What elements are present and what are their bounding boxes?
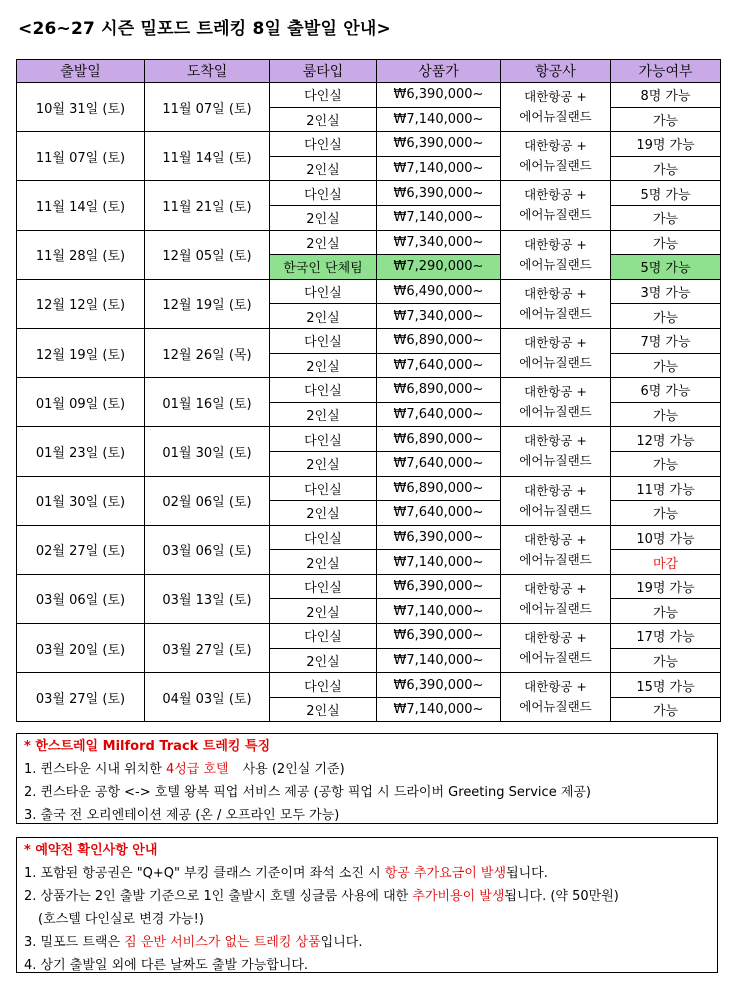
- room-type-cell: 2인실: [270, 353, 377, 378]
- availability-cell: 10명 가능: [611, 525, 721, 550]
- line-text: (호스텔 다인실로 변경 가능!): [38, 912, 204, 927]
- header-availability: 가능여부: [611, 60, 721, 83]
- airline-line: 대한항공 +: [524, 482, 587, 498]
- airline-cell: [501, 279, 611, 328]
- arrival-date-cell: 03월 13일 (토): [145, 574, 270, 623]
- emphasis-text: 추가비용이 발생: [412, 889, 505, 904]
- availability-cell: 3명 가능: [611, 279, 721, 304]
- availability-cell: 가능: [611, 402, 721, 427]
- line-text: 2. 상품가는 2인 출발 기준으로 1인 출발시 호텔 싱글룸 사용에 대한: [24, 889, 413, 904]
- price-cell: ₩6,890,000~: [377, 328, 501, 353]
- availability-cell: 가능: [611, 697, 721, 722]
- line-text: 입니다.: [320, 935, 363, 950]
- airline-line: 대한항공 +: [524, 679, 587, 695]
- airline-cell: [501, 525, 611, 574]
- availability-cell: 마감: [611, 550, 721, 575]
- arrival-date-cell: 02월 06일 (토): [145, 476, 270, 525]
- airline-cell: [501, 230, 611, 279]
- airline-line: 대한항공 +: [524, 187, 587, 203]
- features-heading: * 한스트레일 Milford Track 트레킹 특징: [24, 739, 271, 754]
- airline-cell: [501, 476, 611, 525]
- airline-cell: [501, 427, 611, 476]
- table-row: [17, 328, 721, 353]
- arrival-date-cell: 03월 27일 (토): [145, 624, 270, 673]
- table-row: [17, 132, 721, 157]
- availability-cell: 가능: [611, 648, 721, 673]
- room-type-cell: 2인실: [270, 599, 377, 624]
- line-text: 1. 퀸스타운 시내 위치한: [24, 762, 166, 777]
- price-cell: ₩6,390,000~: [377, 83, 501, 108]
- airline-line: 대한항공 +: [524, 285, 587, 301]
- availability-cell: 17명 가능: [611, 624, 721, 649]
- room-type-cell: 2인실: [270, 304, 377, 329]
- price-cell: ₩7,640,000~: [377, 402, 501, 427]
- notices-line: [24, 862, 717, 885]
- header-departure: 출발일: [17, 60, 145, 83]
- arrival-date-cell: 12월 26일 (목): [145, 328, 270, 377]
- price-cell: ₩6,890,000~: [377, 378, 501, 403]
- availability-cell: 가능: [611, 599, 721, 624]
- room-type-cell: 다인실: [270, 525, 377, 550]
- arrival-date-cell: 04월 03일 (토): [145, 673, 270, 722]
- price-cell: ₩6,890,000~: [377, 476, 501, 501]
- price-cell: ₩7,140,000~: [377, 107, 501, 132]
- availability-cell: 8명 가능: [611, 83, 721, 108]
- room-type-cell: 다인실: [270, 328, 377, 353]
- departure-date-cell: 01월 30일 (토): [17, 476, 145, 525]
- availability-cell: 가능: [611, 501, 721, 526]
- price-cell: ₩7,640,000~: [377, 501, 501, 526]
- availability-cell: 5명 가능: [611, 255, 721, 280]
- airline-line: 에어뉴질랜드: [519, 109, 592, 125]
- departure-date-cell: 01월 23일 (토): [17, 427, 145, 476]
- room-type-cell: 2인실: [270, 451, 377, 476]
- price-cell: ₩7,340,000~: [377, 230, 501, 255]
- line-text: 사용 (2인실 기준): [242, 762, 345, 777]
- price-cell: ₩6,390,000~: [377, 132, 501, 157]
- availability-cell: 가능: [611, 304, 721, 329]
- table-row: [17, 427, 721, 452]
- table-row: [17, 279, 721, 304]
- room-type-cell: 2인실: [270, 648, 377, 673]
- price-cell: ₩7,140,000~: [377, 599, 501, 624]
- departure-schedule-table: [16, 59, 721, 722]
- table-row: [17, 525, 721, 550]
- line-text: 2. 퀸스타운 공항 <-> 호텔 왕복 픽업 서비스 제공 (공항 픽업 시 드라이버 Greeting Service 제공): [24, 785, 592, 800]
- notices-line: [24, 908, 717, 931]
- airline-line: 에어뉴질랜드: [519, 305, 592, 321]
- price-cell: ₩6,390,000~: [377, 673, 501, 698]
- room-type-cell: 다인실: [270, 624, 377, 649]
- availability-cell: 19명 가능: [611, 132, 721, 157]
- notices-heading: * 예약전 확인사항 안내: [24, 843, 158, 858]
- schedule-body: [17, 83, 721, 722]
- line-text: 됩니다. (약 50만원): [504, 889, 619, 904]
- availability-cell: 가능: [611, 230, 721, 255]
- airline-cell: [501, 328, 611, 377]
- room-type-cell: 다인실: [270, 181, 377, 206]
- availability-cell: 6명 가능: [611, 378, 721, 403]
- room-type-cell: 2인실: [270, 107, 377, 132]
- room-type-cell: 다인실: [270, 279, 377, 304]
- price-cell: ₩6,390,000~: [377, 181, 501, 206]
- table-row: [17, 230, 721, 255]
- arrival-date-cell: 11월 21일 (토): [145, 181, 270, 230]
- departure-date-cell: 03월 20일 (토): [17, 624, 145, 673]
- room-type-cell: 다인실: [270, 673, 377, 698]
- notices-box: [16, 837, 718, 973]
- line-text: 4. 상기 출발일 외에 다른 날짜도 출발 가능합니다.: [24, 958, 309, 973]
- arrival-date-cell: 01월 30일 (토): [145, 427, 270, 476]
- departure-date-cell: 11월 28일 (토): [17, 230, 145, 279]
- table-row: [17, 574, 721, 599]
- availability-cell: 15명 가능: [611, 673, 721, 698]
- availability-cell: 5명 가능: [611, 181, 721, 206]
- price-cell: ₩6,390,000~: [377, 525, 501, 550]
- availability-cell: 가능: [611, 107, 721, 132]
- emphasis-text: 항공 추가요금이 발생: [384, 866, 507, 881]
- price-cell: ₩6,390,000~: [377, 574, 501, 599]
- line-text: 됩니다.: [506, 866, 548, 881]
- line-text: 3. 밀포드 트랙은: [24, 935, 125, 950]
- airline-line: 대한항공 +: [524, 384, 587, 400]
- airline-line: 에어뉴질랜드: [519, 355, 592, 371]
- features-line: [24, 758, 717, 781]
- page-title: <26~27 시즌 밀포드 트레킹 8일 출발일 안내>: [18, 19, 391, 39]
- availability-cell: 가능: [611, 156, 721, 181]
- room-type-cell: 다인실: [270, 427, 377, 452]
- airline-line: 에어뉴질랜드: [519, 158, 592, 174]
- airline-line: 대한항공 +: [524, 138, 587, 154]
- table-row: [17, 624, 721, 649]
- header-airline: 항공사: [501, 60, 611, 83]
- table-row: [17, 378, 721, 403]
- room-type-cell: 2인실: [270, 402, 377, 427]
- arrival-date-cell: 11월 14일 (토): [145, 132, 270, 181]
- table-row: [17, 83, 721, 108]
- airline-cell: [501, 624, 611, 673]
- airline-line: 에어뉴질랜드: [519, 650, 592, 666]
- features-line: [24, 804, 717, 827]
- table-header-row: [17, 60, 721, 83]
- notices-line: [24, 885, 717, 908]
- room-type-cell: 2인실: [270, 501, 377, 526]
- notices-line: [24, 954, 717, 977]
- room-type-cell: 한국인 단체팀: [270, 255, 377, 280]
- room-type-cell: 2인실: [270, 550, 377, 575]
- room-type-cell: 2인실: [270, 156, 377, 181]
- price-cell: ₩7,140,000~: [377, 697, 501, 722]
- availability-cell: 11명 가능: [611, 476, 721, 501]
- features-box: [16, 733, 718, 824]
- availability-cell: 가능: [611, 205, 721, 230]
- availability-cell: 19명 가능: [611, 574, 721, 599]
- arrival-date-cell: 01월 16일 (토): [145, 378, 270, 427]
- table-row: [17, 476, 721, 501]
- airline-line: 에어뉴질랜드: [519, 453, 592, 469]
- arrival-date-cell: 12월 05일 (토): [145, 230, 270, 279]
- price-cell: ₩7,640,000~: [377, 451, 501, 476]
- line-text: 1. 포함된 항공권은 "Q+Q" 부킹 클래스 기준이며 좌석 소진 시: [24, 866, 385, 881]
- price-cell: ₩6,890,000~: [377, 427, 501, 452]
- airline-line: 에어뉴질랜드: [519, 404, 592, 420]
- arrival-date-cell: 03월 06일 (토): [145, 525, 270, 574]
- features-line: [24, 781, 717, 804]
- notices-line: [24, 931, 717, 954]
- airline-line: 에어뉴질랜드: [519, 502, 592, 518]
- price-cell: ₩6,390,000~: [377, 624, 501, 649]
- airline-line: 대한항공 +: [524, 89, 587, 105]
- airline-cell: [501, 132, 611, 181]
- departure-date-cell: 11월 07일 (토): [17, 132, 145, 181]
- price-cell: ₩7,340,000~: [377, 304, 501, 329]
- header-arrival: 도착일: [145, 60, 270, 83]
- header-room-type: 룸타입: [270, 60, 377, 83]
- airline-line: 대한항공 +: [524, 630, 587, 646]
- availability-cell: 12명 가능: [611, 427, 721, 452]
- emphasis-text: 짐 운반 서비스가 없는 트레킹 상품: [124, 935, 321, 950]
- airline-cell: [501, 378, 611, 427]
- table-row: [17, 673, 721, 698]
- airline-line: 대한항공 +: [524, 433, 587, 449]
- notices-list: [24, 862, 717, 977]
- availability-cell: 가능: [611, 451, 721, 476]
- line-text: 3. 출국 전 오리엔테이션 제공 (온 / 오프라인 모두 가능): [24, 808, 340, 823]
- room-type-cell: 2인실: [270, 230, 377, 255]
- departure-date-cell: 03월 06일 (토): [17, 574, 145, 623]
- price-cell: ₩7,140,000~: [377, 648, 501, 673]
- price-cell: ₩6,490,000~: [377, 279, 501, 304]
- room-type-cell: 다인실: [270, 83, 377, 108]
- room-type-cell: 2인실: [270, 205, 377, 230]
- room-type-cell: 2인실: [270, 697, 377, 722]
- departure-date-cell: 11월 14일 (토): [17, 181, 145, 230]
- airline-line: 에어뉴질랜드: [519, 207, 592, 223]
- header-price: 상품가: [377, 60, 501, 83]
- departure-date-cell: 10월 31일 (토): [17, 83, 145, 132]
- airline-line: 대한항공 +: [524, 236, 587, 252]
- airline-line: 대한항공 +: [524, 335, 587, 351]
- features-list: [24, 758, 717, 827]
- price-cell: ₩7,140,000~: [377, 156, 501, 181]
- airline-cell: [501, 83, 611, 132]
- price-cell: ₩7,140,000~: [377, 550, 501, 575]
- airline-cell: [501, 181, 611, 230]
- airline-cell: [501, 574, 611, 623]
- room-type-cell: 다인실: [270, 378, 377, 403]
- departure-date-cell: 01월 09일 (토): [17, 378, 145, 427]
- emphasis-text: 4성급 호텔: [165, 762, 229, 777]
- airline-line: 에어뉴질랜드: [519, 699, 592, 715]
- arrival-date-cell: 12월 19일 (토): [145, 279, 270, 328]
- departure-date-cell: 12월 12일 (토): [17, 279, 145, 328]
- airline-line: 에어뉴질랜드: [519, 551, 592, 567]
- price-cell: ₩7,140,000~: [377, 205, 501, 230]
- price-cell: ₩7,640,000~: [377, 353, 501, 378]
- room-type-cell: 다인실: [270, 476, 377, 501]
- arrival-date-cell: 11월 07일 (토): [145, 83, 270, 132]
- departure-date-cell: 12월 19일 (토): [17, 328, 145, 377]
- airline-line: 에어뉴질랜드: [519, 256, 592, 272]
- airline-line: 대한항공 +: [524, 531, 587, 547]
- airline-line: 에어뉴질랜드: [519, 600, 592, 616]
- departure-date-cell: 03월 27일 (토): [17, 673, 145, 722]
- room-type-cell: 다인실: [270, 132, 377, 157]
- availability-cell: 가능: [611, 353, 721, 378]
- room-type-cell: 다인실: [270, 574, 377, 599]
- price-cell: ₩7,290,000~: [377, 255, 501, 280]
- departure-date-cell: 02월 27일 (토): [17, 525, 145, 574]
- availability-cell: 7명 가능: [611, 328, 721, 353]
- table-row: [17, 181, 721, 206]
- airline-cell: [501, 673, 611, 722]
- airline-line: 대한항공 +: [524, 580, 587, 596]
